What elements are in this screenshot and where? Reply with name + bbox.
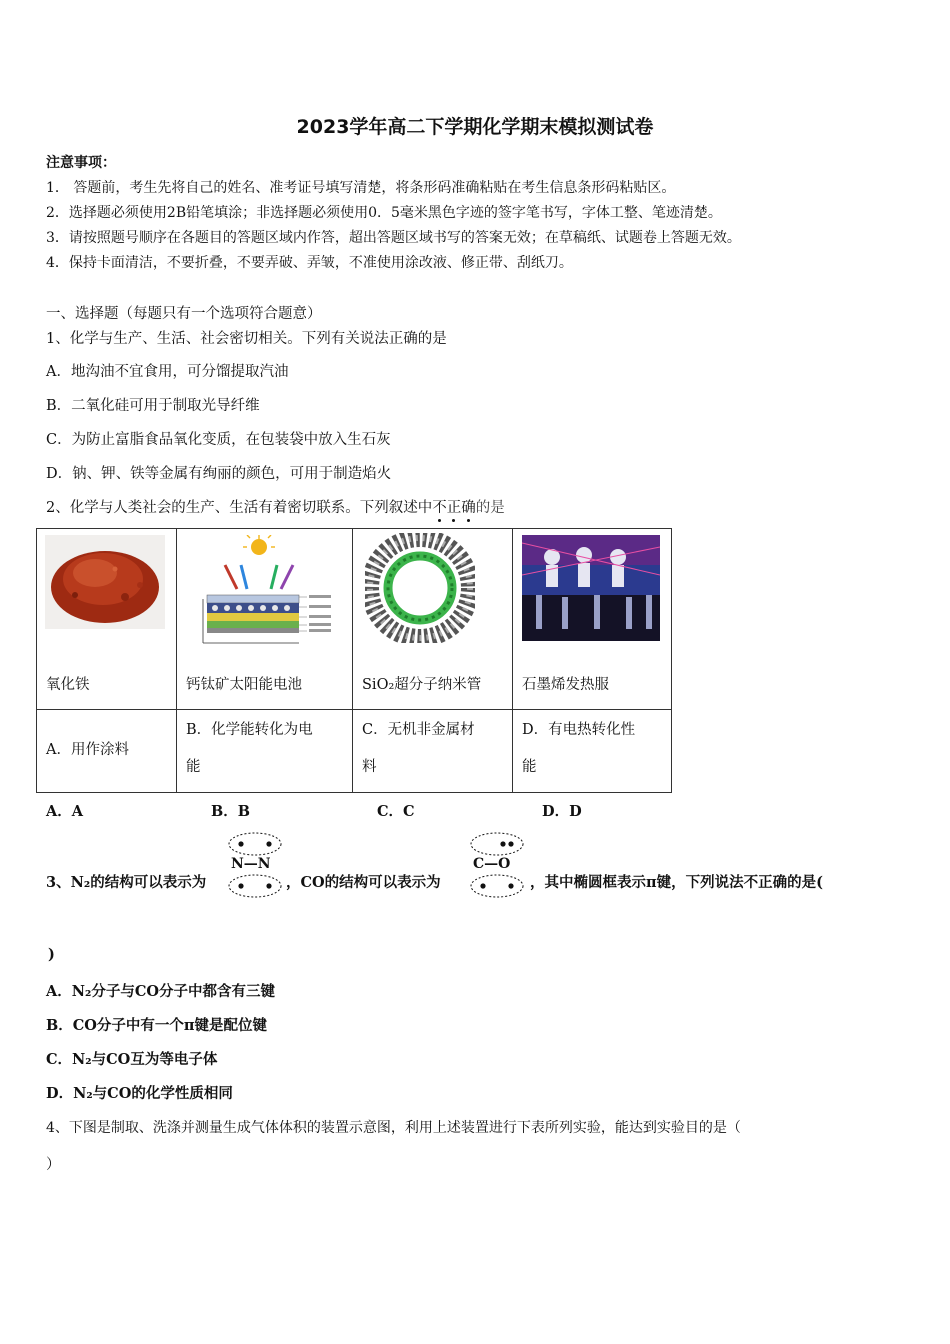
table-caption: 石墨烯发热服 [522, 677, 609, 693]
q3-stem-b: ，CO的结构可以表示为 [286, 874, 441, 891]
note-item: 1． 答题前，考生先将自己的姓名、准考证号填写清楚，将条形码准确粘贴在考生信息条形码粘贴区。 [46, 180, 676, 196]
table-cell [353, 710, 512, 792]
table-option-b: B．化学能转化为电 能 [186, 722, 313, 775]
q3-close: ) [48, 946, 55, 963]
section-heading: 一、选择题（每题只有一个选项符合题意） [46, 306, 322, 322]
notes-heading: 注意事项： [46, 155, 116, 171]
table-cell [353, 529, 512, 709]
q3-option-d: D．N₂与CO的化学性质相同 [46, 1085, 233, 1102]
q2-stem [46, 496, 505, 517]
q2-answer-c: C．C [377, 803, 415, 820]
q3-option-a: A．N₂分子与CO分子中都含有三键 [46, 983, 276, 1000]
n2-structure-diagram [226, 830, 284, 900]
q2-stem-emphasis: 不正确 [432, 500, 476, 516]
table-caption: 钙钛矿太阳能电池 [186, 677, 302, 693]
q2-stem-pre: 2、化学与人类社会的生产、生活有着密切联系。下列叙述中 [46, 500, 433, 516]
q2-answer-d: D．D [542, 803, 582, 820]
table-caption: SiO₂超分子纳米管 [362, 677, 482, 693]
table-cell [37, 529, 176, 709]
co-structure-diagram [468, 830, 526, 900]
co-formula: C—O [473, 856, 511, 872]
q1-option-d: D．钠、钾、铁等金属有绚丽的颜色，可用于制造焰火 [46, 466, 392, 482]
q3-stem-a: 3、N₂的结构可以表示为 [46, 874, 207, 891]
graphene-suit-image [522, 535, 660, 645]
table-cell [37, 710, 176, 792]
note-item: 3．请按照题号顺序在各题目的答题区域内作答，超出答题区域书写的答案无效；在草稿纸、试题卷上答题无效。 [46, 230, 741, 246]
q3-option-b: B．CO分子中有一个π键是配位键 [46, 1017, 268, 1034]
table-option-d: D．有电热转化性 能 [522, 722, 636, 775]
solar-cell-image [189, 535, 339, 657]
q1-option-a: A．地沟油不宜食用，可分馏提取汽油 [46, 364, 289, 380]
q3-stem-c: ，其中椭圆框表示π键，下列说法不正确的是( [530, 874, 823, 891]
n2-formula: N—N [231, 856, 271, 872]
note-item: 2．选择题必须使用2B铅笔填涂；非选择题必须使用0．5毫米黑色字迹的签字笔书写，字体工整、笔迹清楚。 [46, 205, 722, 221]
table-cell [177, 529, 352, 709]
q1-stem: 1、化学与生产、生活、社会密切相关。下列有关说法正确的是 [46, 331, 447, 347]
q2-table [36, 528, 672, 793]
q4-stem: 4、下图是制取、洗涤并测量生成气体体积的装置示意图，利用上述装置进行下表所列实验，能达到实验目的是（ [46, 1120, 741, 1136]
table-caption: 氧化铁 [46, 677, 90, 693]
q4-close: ） [46, 1157, 61, 1173]
table-cell [177, 710, 352, 792]
table-option-a: A．用作涂料 [46, 742, 129, 758]
q2-stem-post: 的是 [475, 500, 505, 516]
note-item: 4．保持卡面清洁，不要折叠，不要弄破、弄皱，不准使用涂改液、修正带、刮纸刀。 [46, 255, 573, 271]
q2-answer-a: A．A [46, 803, 84, 820]
iron-oxide-image [45, 535, 165, 633]
table-option-c: C．无机非金属材 料 [362, 722, 475, 775]
page-title: 2023学年高二下学期化学期末模拟测试卷 [296, 116, 654, 138]
q2-answer-b: B．B [211, 803, 251, 820]
table-cell [513, 529, 671, 709]
q3-option-c: C．N₂与CO互为等电子体 [46, 1051, 218, 1068]
nanotube-image [365, 533, 475, 647]
q1-option-b: B．二氧化硅可用于制取光导纤维 [46, 398, 260, 414]
table-cell [513, 710, 671, 792]
q1-option-c: C．为防止富脂食品氧化变质，在包装袋中放入生石灰 [46, 432, 391, 448]
